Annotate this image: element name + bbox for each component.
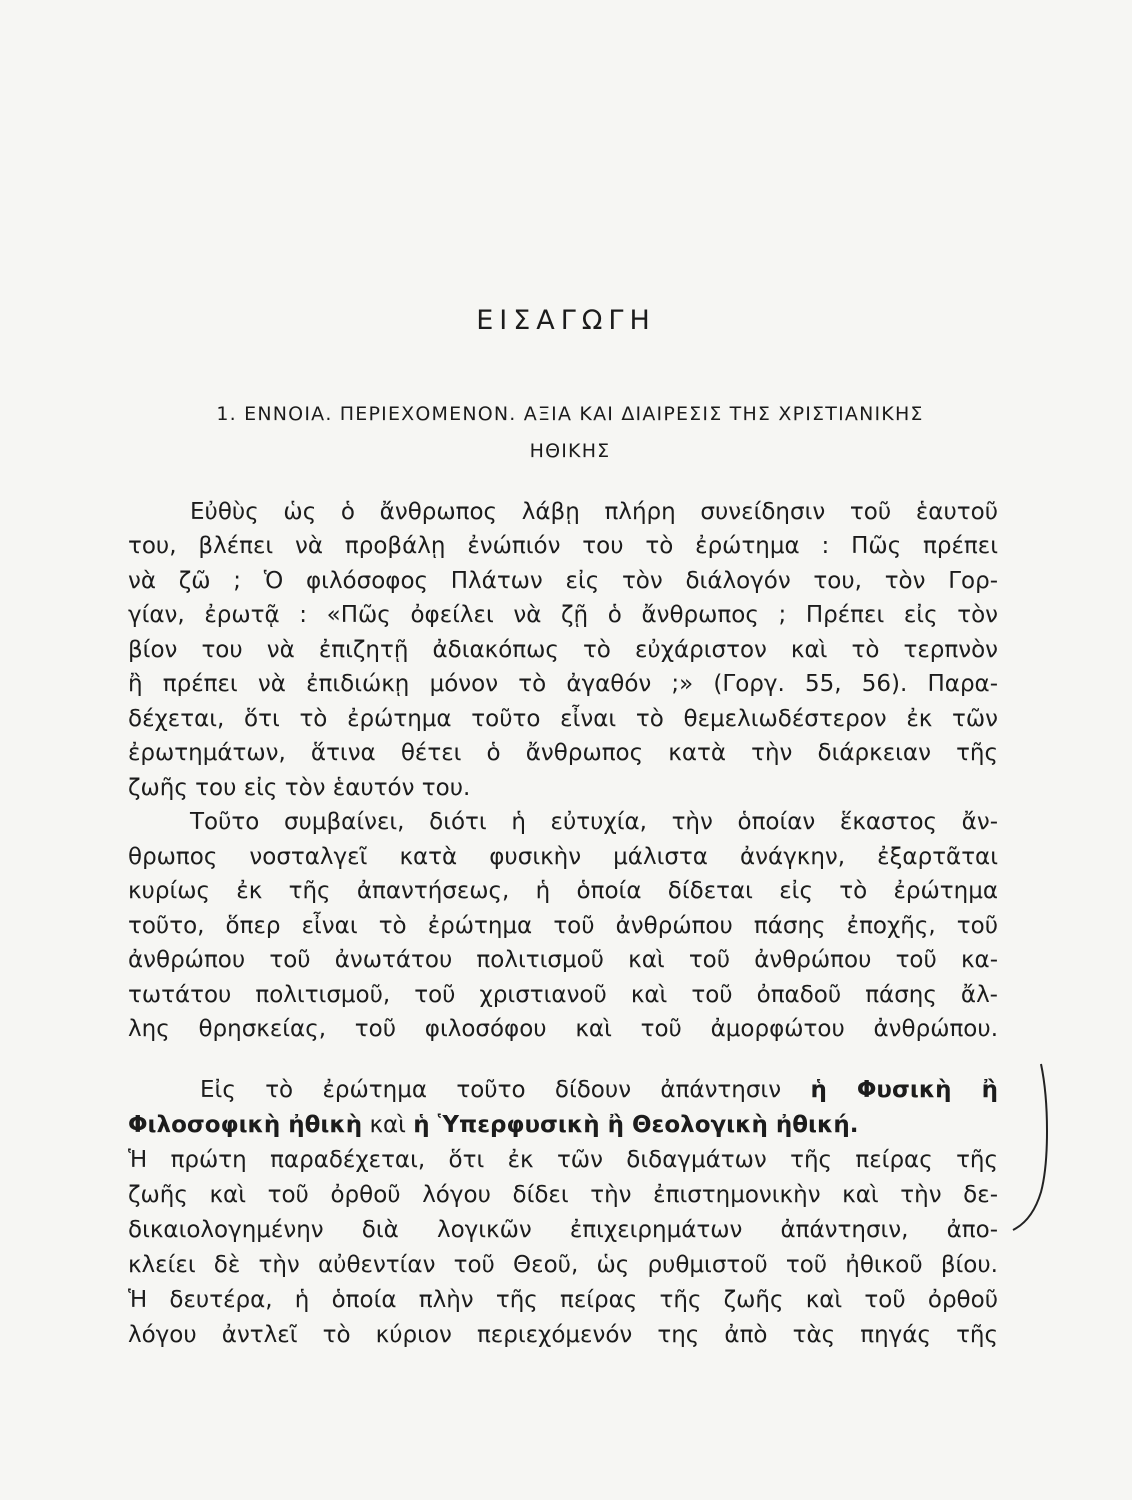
text-line: δέχεται, ὅτι τὸ ἐρώτημα τοῦτο εἶναι τὸ θεμελιωδέστερον ἐκ τῶν — [128, 706, 998, 732]
text-line: του, βλέπει νὰ προβάλῃ ἐνώπιόν του τὸ ἐρώτημα : Πῶς πρέπει — [128, 533, 998, 559]
text-line — [200, 1075, 998, 1107]
text-line: ἢ πρέπει νὰ ἐπιδιώκῃ μόνον τὸ ἀγαθόν ;» (Γοργ. 55, 56). Παρα- — [128, 671, 998, 697]
text-line: θρωπος νοσταλγεῖ κατὰ φυσικὴν μάλιστα ἀνάγκην, ἐξαρτᾶται — [128, 844, 998, 870]
text-line: Τοῦτο συμβαίνει, διότι ἡ εὐτυχία, τὴν ὁποίαν ἕκαστος ἄν- — [190, 809, 998, 835]
text-line: ζωῆς του εἰς τὸν ἑαυτόν του. — [128, 775, 471, 801]
page-title: ΕΙΣΑΓΩΓΗ — [476, 305, 656, 336]
text-line: κυρίως ἐκ τῆς ἀπαντήσεως, ἡ ὁποία δίδεται εἰς τὸ ἐρώτημα — [128, 878, 998, 904]
text-line: Ἡ δευτέρα, ἡ ὁποία πλὴν τῆς πείρας τῆς ζωῆς καὶ τοῦ ὀρθοῦ — [128, 1287, 998, 1313]
text-line: γίαν, ἐρωτᾷ : «Πῶς ὀφείλει νὰ ζῇ ὁ ἄνθρωπος ; Πρέπει εἰς τὸν — [128, 602, 998, 628]
margin-bracket-mark — [1003, 1062, 1053, 1232]
text-line: λης θρησκείας, τοῦ φιλοσόφου καὶ τοῦ ἀμορφώτου ἀνθρώπου. — [128, 1016, 998, 1042]
text-line: ἐρωτημάτων, ἅτινα θέτει ὁ ἄνθρωπος κατὰ τὴν διάρκειαν τῆς — [128, 740, 998, 766]
text-line: τωτάτου πολιτισμοῦ, τοῦ χριστιανοῦ καὶ τοῦ ὀπαδοῦ πάσης ἄλ- — [128, 982, 998, 1008]
text-line: ἀνθρώπου τοῦ ἀνωτάτου πολιτισμοῦ καὶ τοῦ ἀνθρώπου τοῦ κα- — [128, 947, 998, 973]
section-heading: 1. ΕΝΝΟΙΑ. ΠΕΡΙΕΧΟΜΕΝΟΝ. ΑΞΙΑ ΚΑΙ ΔΙΑΙΡΕΣΙΣ ΤΗΣ ΧΡΙΣΤΙΑΝΙΚΗΣ — [216, 403, 924, 425]
text-segment: καὶ — [369, 1112, 406, 1138]
text-line: δικαιολογημένην διὰ λογικῶν ἐπιχειρημάτων ἀπάντησιν, ἀπο- — [128, 1217, 998, 1243]
text-line: νὰ ζῶ ; Ὁ φιλόσοφος Πλάτων εἰς τὸν διάλογόν του, τὸν Γορ- — [128, 568, 998, 594]
bold-term: ἡ Ὑπερφυσικὴ ἢ Θεολογικὴ ἠθική. — [413, 1112, 859, 1138]
bold-term: ἡ Φυσικὴ ἢ — [810, 1077, 998, 1103]
section-heading-continued: ΗΘΙΚΗΣ — [529, 440, 611, 462]
text-line: τοῦτο, ὅπερ εἶναι τὸ ἐρώτημα τοῦ ἀνθρώπου πάσης ἐποχῆς, τοῦ — [128, 913, 998, 939]
text-line: Ἡ πρώτη παραδέχεται, ὅτι ἐκ τῶν διδαγμάτων τῆς πείρας τῆς — [128, 1147, 998, 1173]
bold-term: Φιλοσοφικὴ ἠθικὴ — [128, 1112, 363, 1138]
text-line — [128, 1110, 998, 1142]
text-segment: Εἰς τὸ ἐρώτημα τοῦτο δίδουν ἀπάντησιν — [200, 1077, 782, 1103]
text-line: κλείει δὲ τὴν αὐθεντίαν τοῦ Θεοῦ, ὡς ρυθμιστοῦ τοῦ ἠθικοῦ βίου. — [128, 1252, 998, 1278]
text-line: ζωῆς καὶ τοῦ ὀρθοῦ λόγου δίδει τὴν ἐπιστημονικὴν καὶ τὴν δε- — [128, 1182, 998, 1208]
text-line: λόγου ἀντλεῖ τὸ κύριον περιεχόμενόν της ἀπὸ τὰς πηγάς τῆς — [128, 1322, 998, 1348]
text-line: βίον του νὰ ἐπιζητῇ ἀδιακόπως τὸ εὐχάριστον καὶ τὸ τερπνὸν — [128, 637, 998, 663]
text-line: Εὐθὺς ὡς ὁ ἄνθρωπος λάβῃ πλήρη συνείδησιν τοῦ ἑαυτοῦ — [190, 499, 998, 525]
